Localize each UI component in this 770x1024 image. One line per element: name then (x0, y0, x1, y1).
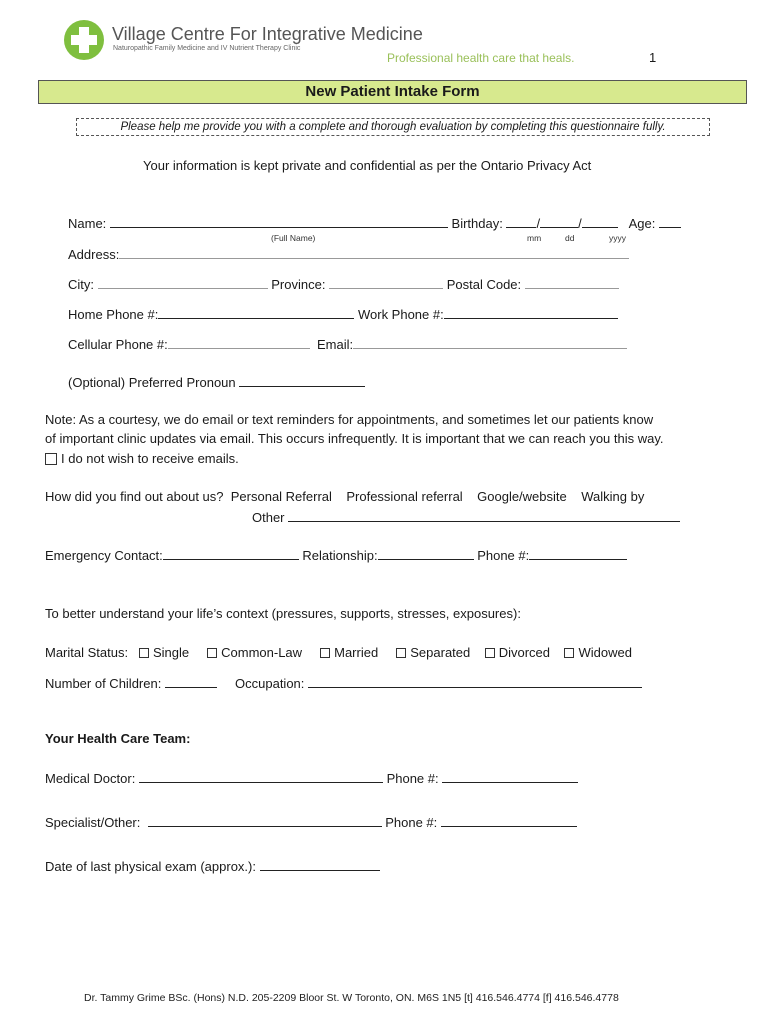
address-field[interactable] (119, 246, 629, 259)
province-field[interactable] (329, 276, 443, 289)
email-label: Email: (316, 337, 354, 352)
emergency-contact-label: Emergency Contact: (45, 548, 163, 563)
yyyy-hint: yyyy (609, 233, 626, 243)
referral-option-walking[interactable]: Walking by (581, 489, 645, 504)
marital-divorced-checkbox[interactable] (485, 648, 495, 658)
footer-contact: Dr. Tammy Grime BSc. (Hons) N.D. 205-2209 Bloor St. W Toronto, ON. M6S 1N5 [t] 416.546.4774 [f] 416.546.4778 (84, 992, 619, 1004)
privacy-text: Your information is kept private and confidential as per the Ontario Privacy Act (143, 158, 592, 173)
doctor-phone-field[interactable] (442, 770, 578, 783)
referral-option-professional[interactable]: Professional referral (346, 489, 463, 504)
postal-code-label: Postal Code: (446, 277, 522, 292)
marital-separated-label: Separated (410, 645, 471, 660)
marital-married-label: Married (334, 645, 379, 660)
marital-divorced-label: Divorced (498, 645, 551, 660)
birthday-label: Birthday: (451, 216, 503, 231)
work-phone-field[interactable] (444, 306, 618, 319)
referral-option-personal[interactable]: Personal Referral (230, 489, 332, 504)
help-text: Please help me provide you with a complete and thorough evaluation by completing this questionnaire fully. (76, 118, 710, 136)
relationship-field[interactable] (378, 547, 474, 560)
name-label: Name: (68, 216, 107, 231)
specialist-field[interactable] (148, 814, 382, 827)
relationship-label: Relationship: (302, 548, 378, 563)
marital-status-label: Marital Status: (45, 645, 129, 660)
brand-name: Village Centre For Integrative Medicine (112, 24, 423, 44)
marital-separated-checkbox[interactable] (396, 648, 406, 658)
brand-subtitle: Naturopathic Family Medicine and IV Nutrient Therapy Clinic (113, 45, 301, 52)
no-email-checkbox[interactable] (45, 453, 57, 465)
specialist-phone-field[interactable] (441, 814, 577, 827)
referral-option-google[interactable]: Google/website (477, 489, 567, 504)
home-phone-label: Home Phone #: (68, 307, 159, 322)
medical-doctor-label: Medical Doctor: (45, 771, 136, 786)
work-phone-label: Work Phone #: (357, 307, 444, 322)
medical-doctor-field[interactable] (139, 770, 383, 783)
emergency-contact-field[interactable] (163, 547, 299, 560)
emergency-phone-field[interactable] (529, 547, 627, 560)
marital-married-checkbox[interactable] (320, 648, 330, 658)
cell-phone-label: Cellular Phone #: (68, 337, 168, 352)
clinic-logo-cross-icon (64, 20, 104, 60)
name-field[interactable] (110, 215, 448, 228)
last-exam-label: Date of last physical exam (approx.): (45, 859, 256, 874)
city-label: City: (68, 277, 94, 292)
specialist-phone-label: Phone #: (385, 815, 438, 830)
form-title: New Patient Intake Form (38, 80, 747, 104)
page-number: 1 (649, 50, 657, 65)
occupation-label: Occupation: (235, 676, 305, 691)
city-field[interactable] (98, 276, 268, 289)
dd-hint: dd (565, 233, 575, 243)
postal-code-field[interactable] (525, 276, 619, 289)
email-field[interactable] (353, 336, 627, 349)
specialist-label: Specialist/Other: (45, 815, 141, 830)
marital-single-checkbox[interactable] (139, 648, 149, 658)
last-exam-field[interactable] (260, 858, 380, 871)
age-field[interactable] (659, 215, 681, 228)
address-label: Address: (68, 247, 120, 262)
occupation-field[interactable] (308, 675, 642, 688)
note-line-1: Note: As a courtesy, we do email or text reminders for appointments, and sometimes let our patients know (45, 412, 654, 427)
home-phone-field[interactable] (158, 306, 354, 319)
context-prompt: To better understand your life’s context (pressures, supports, stresses, exposures): (45, 606, 521, 621)
age-label: Age: (628, 216, 656, 231)
children-label: Number of Children: (45, 676, 162, 691)
marital-widowed-checkbox[interactable] (564, 648, 574, 658)
referral-other-field[interactable] (288, 509, 680, 522)
birthday-month-field[interactable] (506, 215, 536, 228)
full-name-hint: (Full Name) (271, 233, 316, 243)
doctor-phone-label: Phone #: (386, 771, 439, 786)
birthday-year-field[interactable] (582, 215, 618, 228)
mm-hint: mm (527, 233, 542, 243)
note-line-2: of important clinic updates via email. This occurs infrequently. It is important that we can reach you this way. (45, 431, 664, 446)
marital-common-law-label: Common-Law (221, 645, 303, 660)
province-label: Province: (271, 277, 326, 292)
cell-phone-field[interactable] (168, 336, 310, 349)
tagline: Professional health care that heals. (387, 51, 575, 65)
referral-question: How did you find out about us? (45, 489, 224, 504)
no-email-label: I do not wish to receive emails. (61, 451, 239, 466)
marital-single-label: Single (152, 645, 190, 660)
pronoun-field[interactable] (239, 374, 365, 387)
children-field[interactable] (165, 675, 217, 688)
pronoun-label: (Optional) Preferred Pronoun (68, 375, 236, 390)
emergency-phone-label: Phone #: (477, 548, 530, 563)
marital-common-law-checkbox[interactable] (207, 648, 217, 658)
care-team-heading: Your Health Care Team: (45, 731, 191, 746)
referral-other-label: Other (252, 510, 285, 525)
birthday-day-field[interactable] (540, 215, 578, 228)
marital-widowed-label: Widowed (578, 645, 632, 660)
